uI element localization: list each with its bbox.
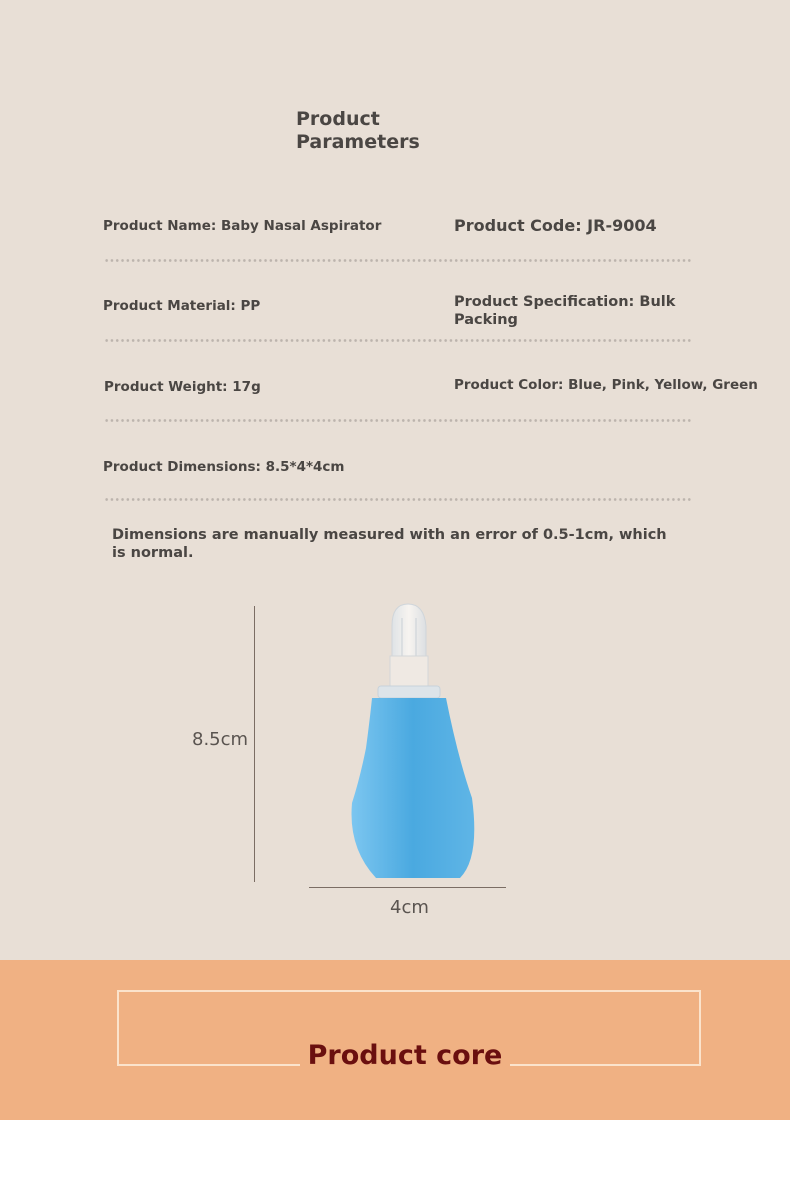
param-product-dimensions: Product Dimensions: 8.5*4*4cm [103,459,345,475]
dotted-divider [104,339,692,342]
measurement-note: Dimensions are manually measured with an error of 0.5-1cm, which is normal. [112,527,667,561]
dotted-divider [104,419,692,422]
section-title: Product Parameters [296,108,420,153]
param-product-material: Product Material: PP [103,298,261,314]
dotted-divider [104,259,692,262]
core-frame-line [510,1064,699,1066]
width-dimension-line [309,887,506,888]
height-label: 8.5cm [192,729,249,750]
width-label: 4cm [390,897,429,918]
param-product-name: Product Name: Baby Nasal Aspirator [103,218,382,234]
dotted-divider [104,498,692,501]
height-dimension-line [254,606,255,882]
param-product-specification: Product Specification: Bulk Packing [454,294,676,328]
core-frame-line [117,1064,300,1066]
product-core-banner [0,960,790,1120]
nasal-aspirator-icon [340,598,490,883]
param-product-color: Product Color: Blue, Pink, Yellow, Green [454,377,758,393]
param-product-weight: Product Weight: 17g [104,379,261,395]
param-product-code: Product Code: JR-9004 [454,216,657,235]
core-title: Product core [307,1040,503,1071]
